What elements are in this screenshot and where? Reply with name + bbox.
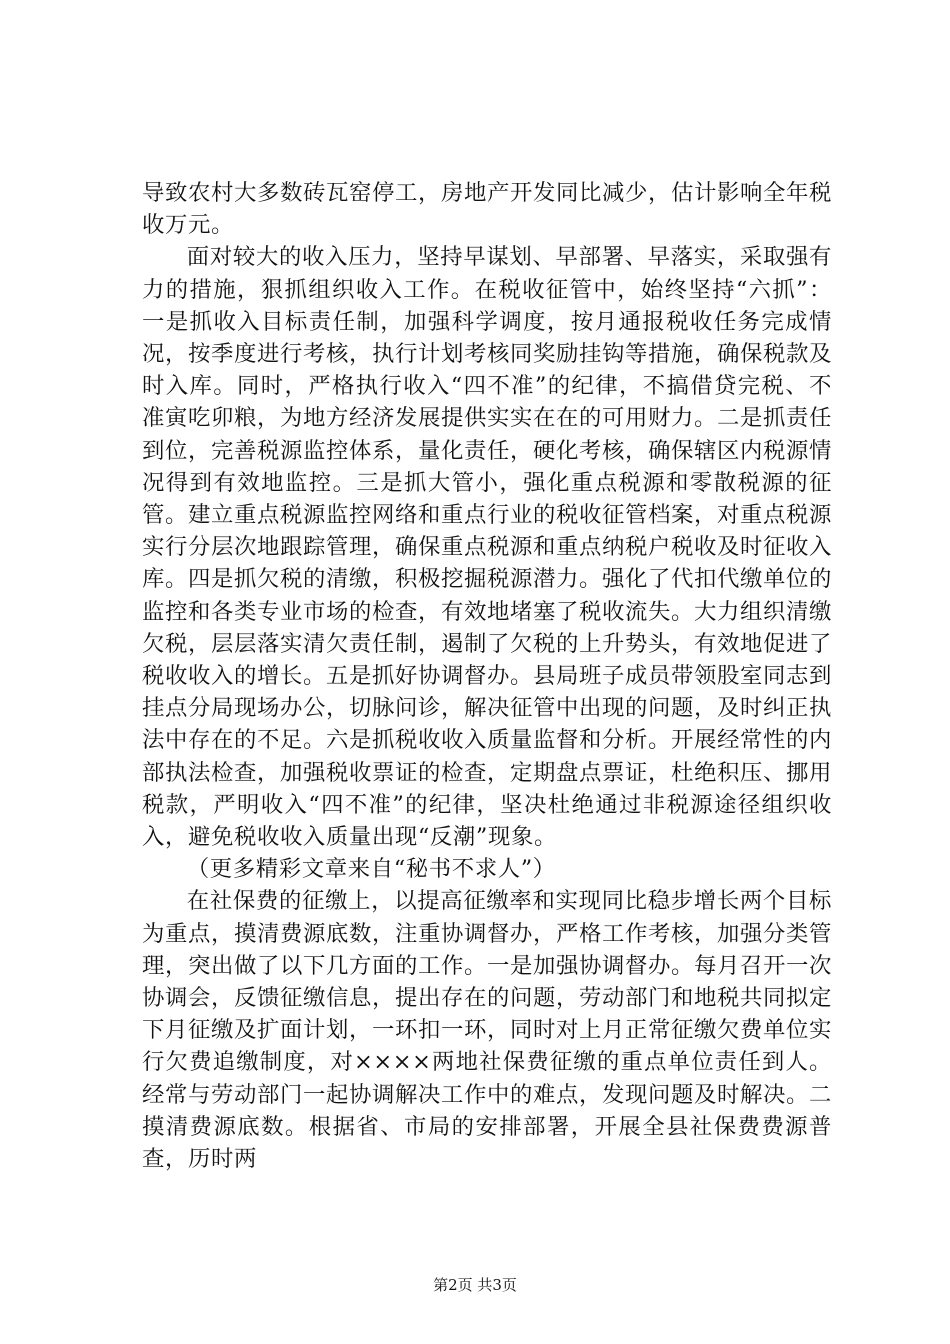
paragraph-2: 面对较大的收入压力，坚持早谋划、早部署、早落实，采取强有力的措施，狠抓组织收入工作。在税收征管中，始终坚持“六抓”：一是抓收入目标责任制，加强科学调度，按月通报税收任务完成情况，按季度进行考核，执行计划考核同奖励挂钩等措施，确保税款及时入库。同时，严格执行收入“四不准”的纪律，不搞借贷完税、不准寅吃卯粮，为地方经济发展提供实实在在的可用财力。二是抓责任到位，完善税源监控体系，量化责任，硬化考核，确保辖区内税源情况得到有效地监控。三是抓大管小，强化重点税源和零散税源的征管。建立重点税源监控网络和重点行业的税收征管档案，对重点税源实行分层次地跟踪管理，确保重点税源和重点纳税户税收及时征收入库。四是抓欠税的清缴，积极挖掘税源潜力。强化了代扣代缴单位的监控和各类专业市场的检查，有效地堵塞了税收流失。大力组织清缴欠税，层层落实清欠责任制，遏制了欠税的上升势头，有效地促进了税收收入的增长。五是抓好协调督办。县局班子成员带领股室同志到挂点分局现场办公，切脉问诊，解决征管中出现的问题，及时纠正执法中存在的不足。六是抓税收收入质量监督和分析。开展经常性的内部执法检查，加强税收票证的检查，定期盘点票证，杜绝积压、挪用税款，严明收入“四不准”的纪律，坚决杜绝通过非税源途径组织收入，避免税收收入质量出现“反潮”现象。 [142,244,832,851]
paragraph-4: 在社保费的征缴上，以提高征缴率和实现同比稳步增长两个目标为重点，摸清费源底数，注重协调督办，严格工作考核，加强分类管理，突出做了以下几方面的工作。一是加强协调督办。每月召开一次协调会，反馈征缴信息，提出存在的问题，劳动部门和地税共同拟定下月征缴及扩面计划，一环扣一环，同时对上月正常征缴欠费单位实行欠费追缴制度，对××××两地社保费征缴的重点单位责任到人。经常与劳动部门一起协调解决工作中的难点，发现问题及时解决。二摸清费源底数。根据省、市局的安排部署，开展全县社保费费源普查，历时两 [142,888,832,1173]
paragraph-3: （更多精彩文章来自“秘书不求人”） [186,856,556,883]
paragraph-1: 导致农村大多数砖瓦窑停工，房地产开发同比减少，估计影响全年税收万元。 [142,180,832,239]
document-body [142,177,832,1175]
page-number-footer: 第2页 共3页 [433,1276,517,1294]
